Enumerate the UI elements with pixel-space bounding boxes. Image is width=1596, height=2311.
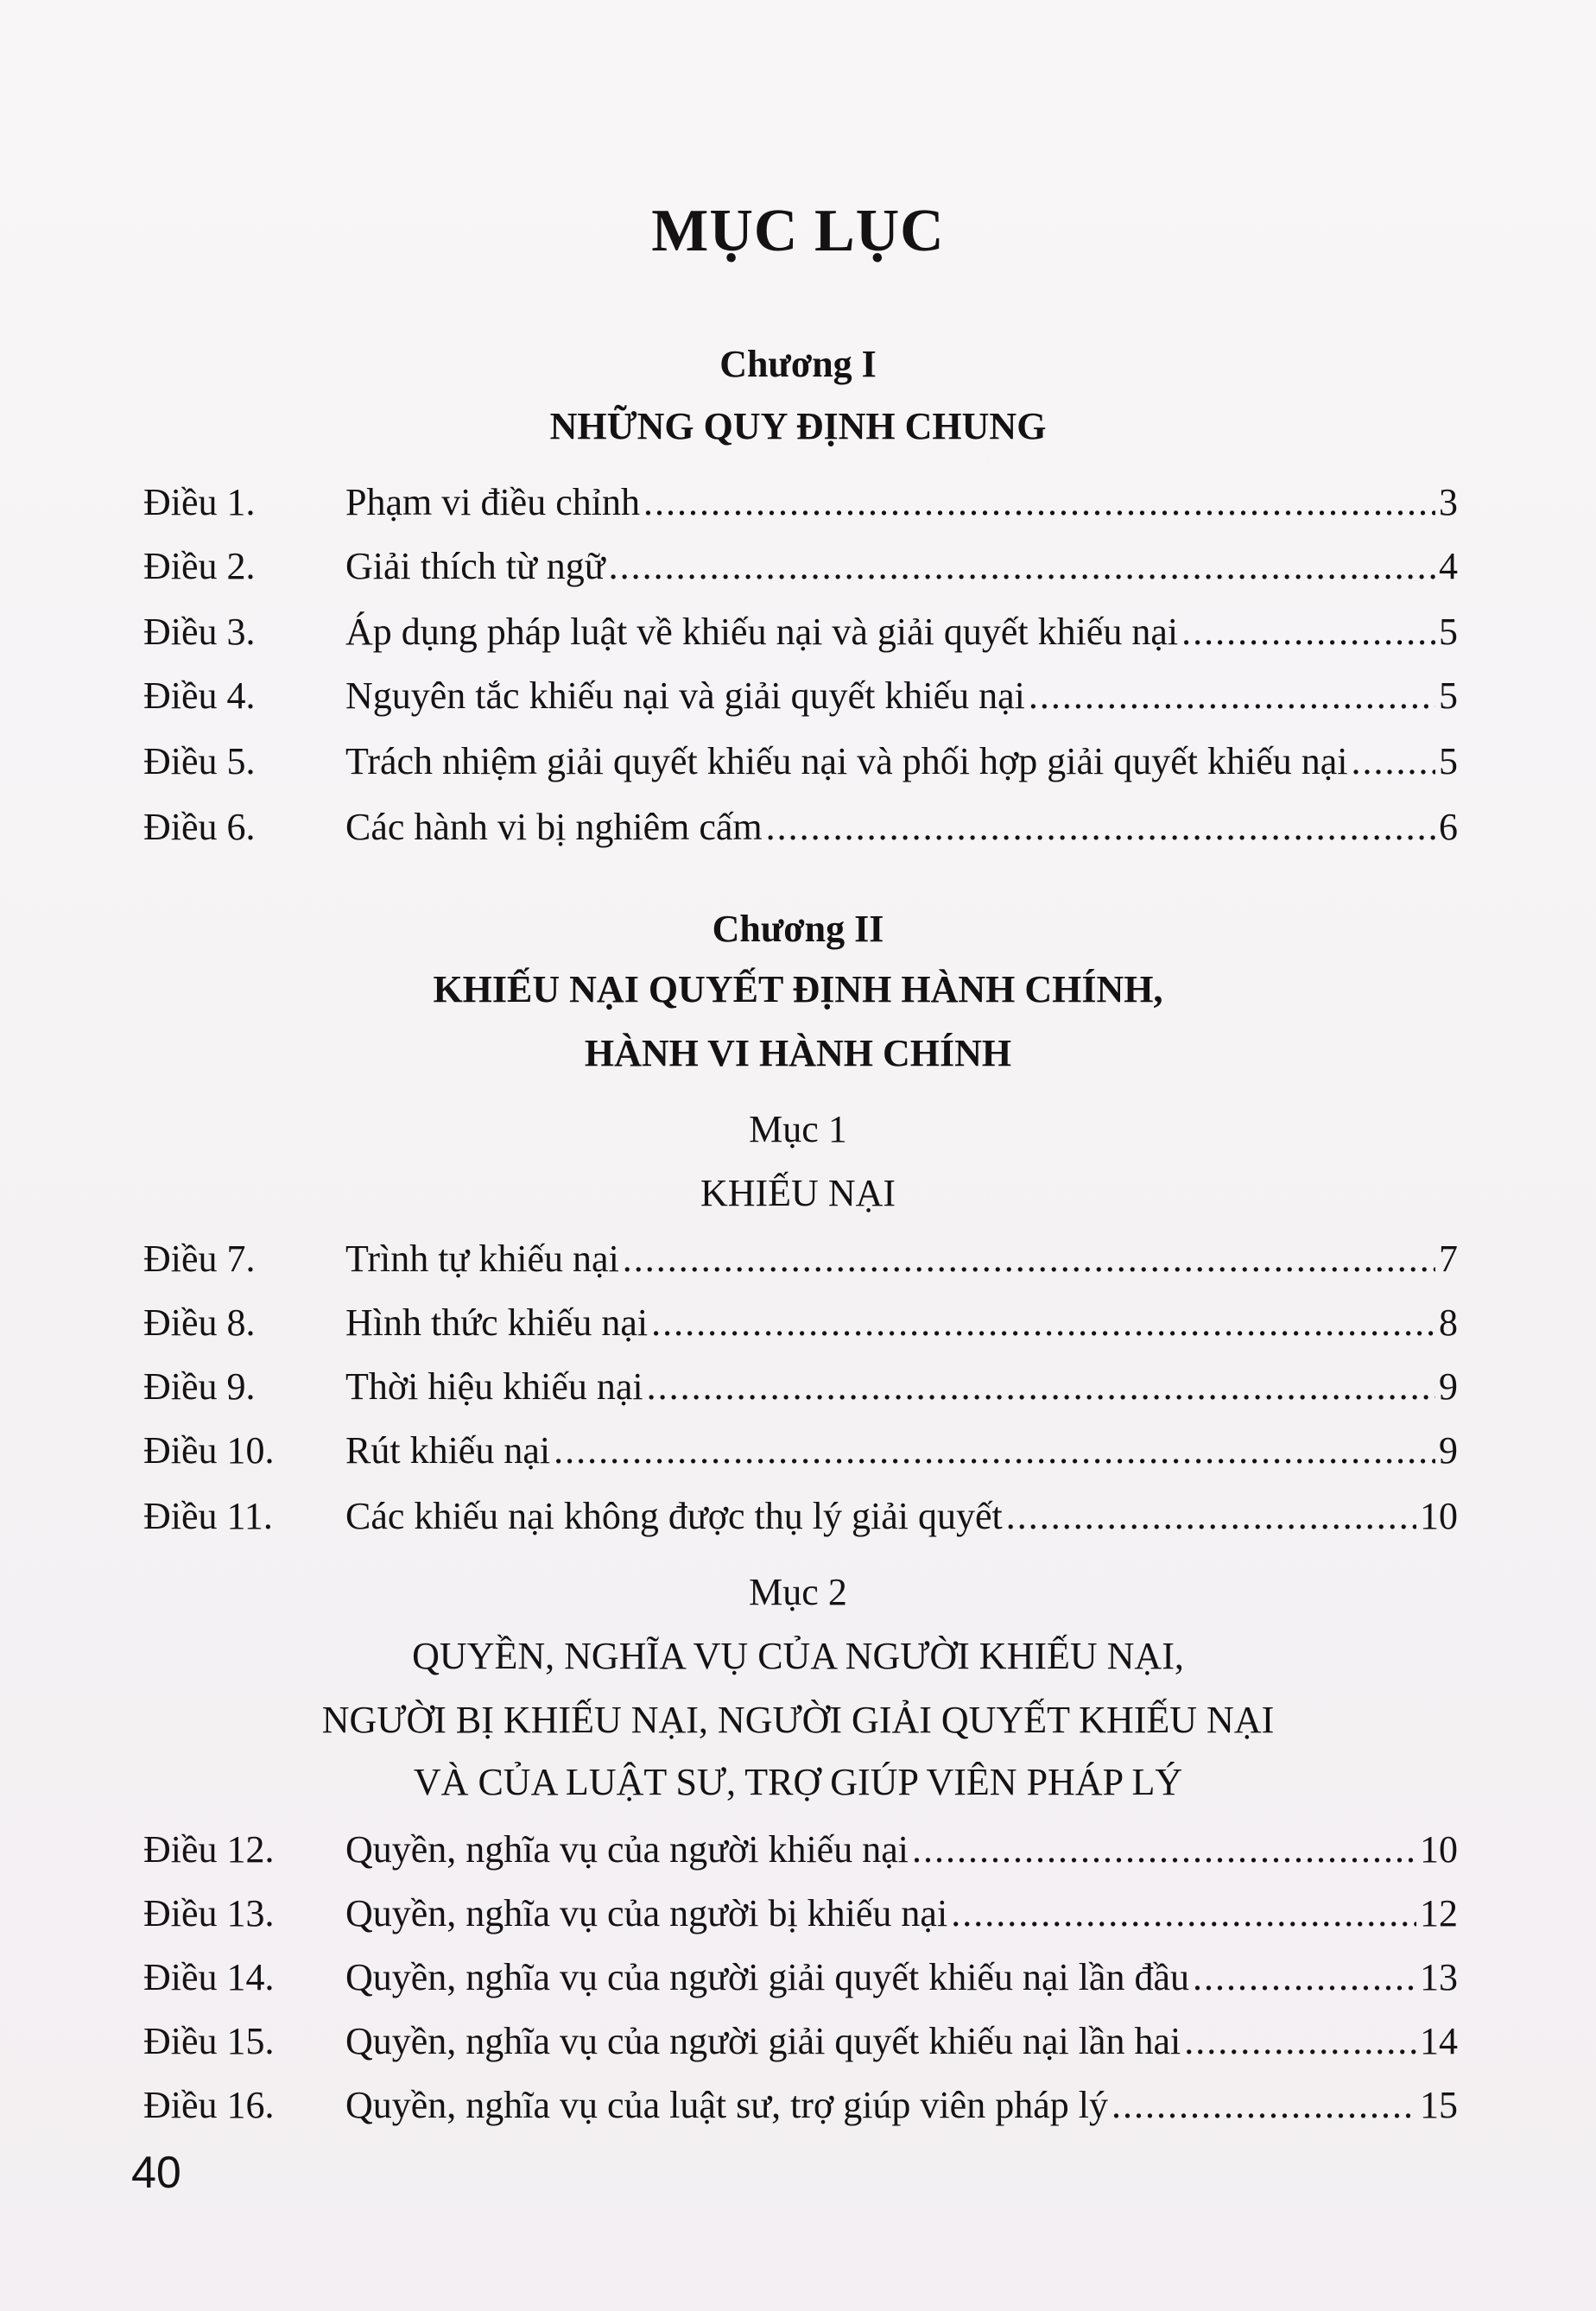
- article-number: Điều 2.: [143, 545, 256, 587]
- page-number: 4: [1439, 545, 1458, 587]
- article-number: Điều 13.: [143, 1892, 275, 1934]
- page-number: 3: [1439, 481, 1458, 523]
- dot-leader: [1181, 606, 1435, 658]
- page-number: 9: [1439, 1365, 1458, 1408]
- toc-entry[interactable]: [143, 1952, 1458, 2004]
- article-title: Trình tự khiếu nại: [345, 1238, 619, 1280]
- article-title: Hình thức khiếu nại: [345, 1301, 649, 1344]
- toc-entry[interactable]: [143, 1361, 1458, 1413]
- section-2-label: Mục 2: [749, 1571, 847, 1613]
- article-title: Rút khiếu nại: [345, 1429, 551, 1472]
- page-number: 8: [1439, 1301, 1458, 1344]
- dot-leader: [1006, 1491, 1416, 1542]
- article-number: Điều 14.: [143, 1956, 275, 1998]
- page-number: 9: [1439, 1429, 1458, 1472]
- section-1-name: KHIẾU NẠI: [700, 1172, 896, 1214]
- article-title: Quyền, nghĩa vụ của luật sư, trợ giúp viên pháp lý: [345, 2084, 1108, 2126]
- article-title: Giải thích từ ngữ: [345, 545, 605, 587]
- chapter-2-name-line-2: HÀNH VI HÀNH CHÍNH: [584, 1032, 1012, 1074]
- dot-leader: [1352, 736, 1435, 788]
- dot-leader: [1112, 2080, 1416, 2131]
- page-number: 10: [1420, 1495, 1458, 1537]
- article-title: Các khiếu nại không được thụ lý giải quyết: [345, 1495, 1003, 1537]
- section-1-label: Mục 1: [749, 1108, 847, 1150]
- chapter-2-label: Chương II: [712, 908, 884, 950]
- dot-leader: [1184, 2016, 1416, 2067]
- page-number: 5: [1439, 674, 1458, 717]
- article-title: Quyền, nghĩa vụ của người bị khiếu nại: [345, 1892, 948, 1934]
- section-2-name-line-1: QUYỀN, NGHĨA VỤ CỦA NGƯỜI KHIẾU NẠI,: [412, 1635, 1184, 1677]
- page-number: 15: [1420, 2084, 1458, 2126]
- article-title: Nguyên tắc khiếu nại và giải quyết khiếu nại: [345, 674, 1025, 717]
- article-title: Quyền, nghĩa vụ của người giải quyết khiếu nại lần hai: [345, 2020, 1181, 2062]
- article-title: Áp dụng pháp luật về khiếu nại và giải quyết khiếu nại: [345, 611, 1179, 653]
- dot-leader: [609, 541, 1435, 592]
- toc-entry[interactable]: [143, 1425, 1458, 1477]
- dot-leader: [951, 1888, 1416, 1940]
- page-number: 12: [1420, 1892, 1458, 1934]
- dot-leader: [623, 1233, 1435, 1285]
- toc-entry[interactable]: [143, 1233, 1458, 1285]
- chapter-2-name-line-1: KHIẾU NẠI QUYẾT ĐỊNH HÀNH CHÍNH,: [433, 968, 1163, 1010]
- article-number: Điều 9.: [143, 1365, 256, 1408]
- chapter-1-name: NHỮNG QUY ĐỊNH CHUNG: [549, 405, 1047, 447]
- article-number: Điều 6.: [143, 806, 256, 848]
- dot-leader: [1193, 1952, 1416, 2004]
- toc-entry[interactable]: [143, 1297, 1458, 1349]
- page-number: 5: [1439, 740, 1458, 782]
- section-2-name-line-2: NGƯỜI BỊ KHIẾU NẠI, NGƯỜI GIẢI QUYẾT KHIẾU NẠI: [321, 1699, 1275, 1741]
- toc-entry[interactable]: [143, 2016, 1458, 2067]
- chapter-1-label: Chương I: [719, 343, 877, 385]
- article-number: Điều 11.: [143, 1495, 273, 1537]
- article-title: Quyền, nghĩa vụ của người giải quyết khiếu nại lần đầu: [345, 1956, 1189, 1998]
- section-2-name-line-3: VÀ CỦA LUẬT SƯ, TRỢ GIÚP VIÊN PHÁP LÝ: [413, 1761, 1183, 1803]
- article-number: Điều 15.: [143, 2020, 275, 2062]
- dot-leader: [554, 1425, 1435, 1477]
- toc-entry[interactable]: [143, 736, 1458, 788]
- dot-leader: [912, 1824, 1416, 1876]
- toc-entry[interactable]: [143, 541, 1458, 592]
- dot-leader: [1029, 670, 1435, 722]
- article-number: Điều 12.: [143, 1828, 275, 1871]
- page-number: 10: [1420, 1828, 1458, 1871]
- toc-entry[interactable]: [143, 801, 1458, 853]
- article-number: Điều 3.: [143, 611, 256, 653]
- page-number: 14: [1420, 2020, 1458, 2062]
- page-number: 13: [1420, 1956, 1458, 1998]
- page-number: 6: [1439, 806, 1458, 848]
- dot-leader: [643, 477, 1435, 529]
- dot-leader: [766, 801, 1435, 853]
- toc-entry[interactable]: [143, 1491, 1458, 1542]
- article-title: Quyền, nghĩa vụ của người khiếu nại: [345, 1828, 909, 1871]
- article-number: Điều 16.: [143, 2084, 275, 2126]
- article-number: Điều 4.: [143, 674, 256, 717]
- article-title: Các hành vi bị nghiêm cấm: [345, 806, 763, 848]
- toc-entry[interactable]: [143, 1888, 1458, 1940]
- toc-entry[interactable]: [143, 2080, 1458, 2131]
- article-title: Phạm vi điều chỉnh: [345, 481, 640, 523]
- toc-entry[interactable]: [143, 606, 1458, 658]
- dot-leader: [651, 1297, 1435, 1349]
- article-title: Trách nhiệm giải quyết khiếu nại và phối hợp giải quyết khiếu nại: [345, 740, 1348, 782]
- dot-leader: [647, 1361, 1435, 1413]
- page-number: 7: [1439, 1238, 1458, 1280]
- page-title: MỤC LỤC: [651, 198, 945, 264]
- article-number: Điều 10.: [143, 1429, 275, 1472]
- article-number: Điều 8.: [143, 1301, 256, 1344]
- article-number: Điều 1.: [143, 481, 256, 523]
- article-number: Điều 5.: [143, 740, 256, 782]
- article-title: Thời hiệu khiếu nại: [345, 1365, 643, 1408]
- article-number: Điều 7.: [143, 1238, 256, 1280]
- toc-entry[interactable]: [143, 670, 1458, 722]
- page-number: 5: [1439, 611, 1458, 653]
- toc-entry[interactable]: [143, 1824, 1458, 1876]
- toc-entry[interactable]: [143, 477, 1458, 529]
- page-folio-number: 40: [131, 2148, 181, 2198]
